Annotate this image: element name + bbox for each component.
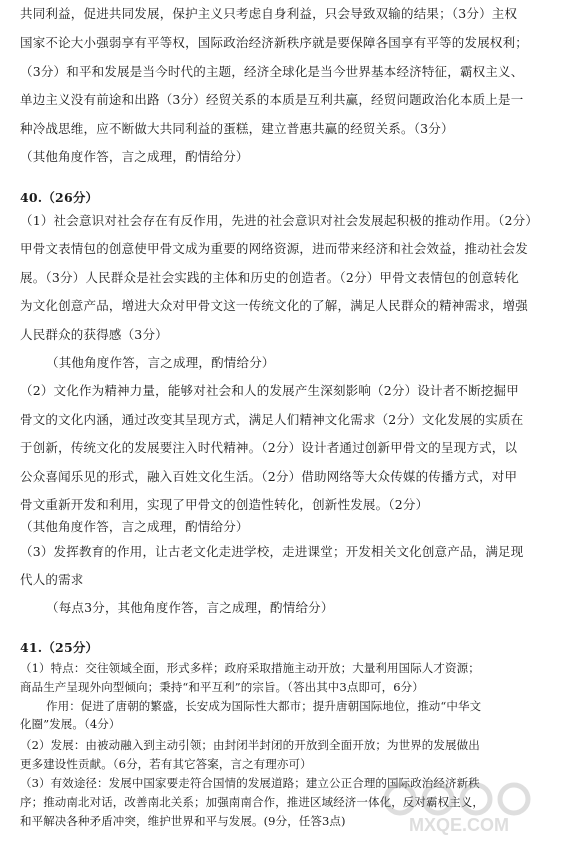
grading-note: （其他角度作答，言之成理，酌情给分）	[20, 519, 249, 534]
text-line: 国家不论大小强弱享有平等权，国际政治经济新秩序就是要保障各国享有平等的发展权利；	[20, 35, 529, 50]
text-line: 序；推动南北对话，改善南北关系；加强南南合作，推进区域经济一体化，反对霸权主义，	[20, 795, 484, 809]
text-line: （3）有效途径：发展中国家要走符合国情的发展道路；建立公正合理的国际政治经济新秩	[20, 776, 480, 790]
question-heading-41: 41.（25分）	[20, 640, 99, 655]
text-line: 商品生产呈现外向型倾向；秉持“和平互利”的宗旨。（答出其中3点即可，6分）	[20, 680, 424, 694]
text-line: （2）发展：由被动融入到主动引领；由封闭半封闭的开放到全面开放；为世界的发展做出	[20, 738, 480, 752]
watermark-text: MXQE.COM	[408, 815, 510, 835]
text-line: 更多建设性贡献。（6分，若有其它答案，言之有理亦可）	[20, 757, 312, 771]
text-line: 骨文的文化内涵，通过改变其呈现方式，满足人们精神文化需求（2分）文化发展的实质在	[20, 412, 524, 427]
text-line: （1）社会意识对社会存在有反作用，先进的社会意识对社会发展起积极的推动作用。（2分）	[20, 213, 539, 228]
text-line: 公众喜闻乐见的形式，融入百姓文化生活。（2分）借助网络等大众传媒的传播方式，对甲	[20, 469, 518, 484]
text-line: 代人的需求	[20, 572, 84, 587]
text-line: （2）文化作为精神力量，能够对社会和人的发展产生深刻影响（2分）设计者不断挖掘甲	[20, 383, 519, 398]
text-line: 甲骨文表情包的创意使甲骨文成为重要的网络资源，进而带来经济和社会效益，推动社会发	[20, 241, 529, 256]
question-heading-40: 40.（26分）	[20, 190, 99, 205]
text-line: 化圈”发展。（4分）	[20, 717, 121, 731]
text-line: 展。（3分）人民群众是社会实践的主体和历史的创造者。（2分）甲骨文表情包的创意转化	[20, 270, 520, 285]
text-line: 于创新，传统文化的发展要注入时代精神。（2分）设计者通过创新甲骨文的呈现方式，以	[20, 440, 518, 455]
text-line: 和平解决各种矛盾冲突，维护世界和平与发展。(9分，任答3点)	[20, 814, 346, 828]
text-line: 为文化创意产品，增进大众对甲骨文这一传统文化的了解，满足人民群众的精神需求，增强	[20, 298, 529, 313]
text-line: （3）发挥教育的作用，让古老文化走进学校，走进课堂；开发相关文化创意产品，满足现	[20, 544, 524, 559]
text-line: （1）特点：交往领域全面，形式多样；政府采取措施主动开放；大量利用国际人才资源；	[20, 661, 480, 675]
text-line: 种冷战思维，应不断做大共同利益的蛋糕，建立普惠共赢的经贸关系。（3分）	[20, 121, 454, 136]
text-line: （3分）和平和发展是当今时代的主题，经济全球化是当今世界基本经济特征，霸权主义、	[20, 64, 524, 79]
text-line: 单边主义没有前途和出路（3分）经贸关系的本质是互利共赢，经贸问题政治化本质上是一	[20, 92, 524, 107]
text-line: 作用：促进了唐朝的繁盛，长安成为国际性大都市；提升唐朝国际地位，推动“中华文	[46, 699, 482, 713]
text-line: 骨文重新开发和利用，实现了甲骨文的创造性转化，创新性发展。（2分）	[20, 497, 429, 512]
grading-note: （每点3分，其他角度作答，言之成理，酌情给分）	[46, 600, 334, 615]
grading-note: （其他角度作答，言之成理，酌情给分）	[46, 355, 275, 370]
watermark-logo	[364, 775, 554, 837]
text-line: 人民群众的获得感（3分）	[20, 327, 168, 342]
text-line: 共同利益，促进共同发展，保护主义只考虑自身利益，只会导致双输的结果；（3分）主权	[20, 6, 518, 21]
grading-note: （其他角度作答，言之成理，酌情给分）	[20, 149, 249, 164]
